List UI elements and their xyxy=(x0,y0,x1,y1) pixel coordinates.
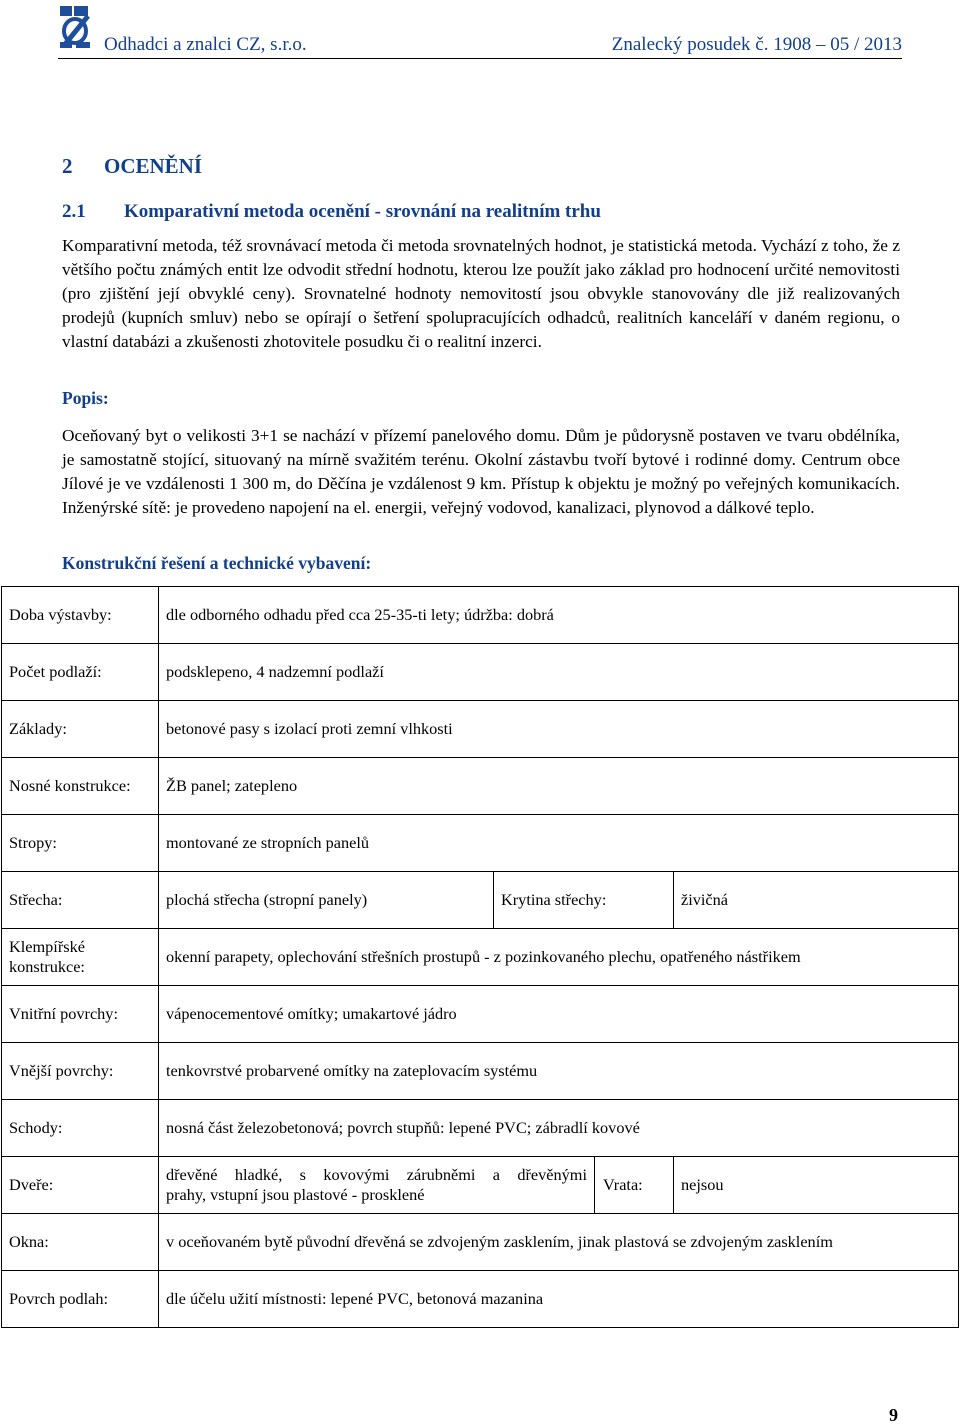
row-value: vápenocementové omítky; umakartové jádro xyxy=(159,986,959,1043)
row-extra-value: nejsou xyxy=(674,1157,959,1214)
table-row xyxy=(2,1157,959,1214)
row-label: Základy: xyxy=(2,701,159,758)
row-value: ŽB panel; zatepleno xyxy=(159,758,959,815)
row-value: nosná část železobetonová; povrch stupňů: lepené PVC; zábradlí kovové xyxy=(159,1100,959,1157)
subsection-heading xyxy=(62,201,601,223)
table-row xyxy=(2,929,959,986)
row-value xyxy=(159,1157,674,1214)
row-value: montované ze stropních panelů xyxy=(159,815,959,872)
table-row xyxy=(2,1100,959,1157)
section-heading xyxy=(62,154,202,179)
row-value: tenkovrstvé probarvené omítky na zateplovacím systému xyxy=(159,1043,959,1100)
section-number: 2 xyxy=(62,154,73,178)
row-label: Nosné konstrukce: xyxy=(2,758,159,815)
page-header xyxy=(58,4,902,59)
table-row xyxy=(2,758,959,815)
row-label: Okna: xyxy=(2,1214,159,1271)
company-logo-icon xyxy=(58,4,92,48)
row-label: Schody: xyxy=(2,1100,159,1157)
table-row xyxy=(2,644,959,701)
page-number: 9 xyxy=(889,1405,898,1425)
row-value: betonové pasy s izolací proti zemní vlhkosti xyxy=(159,701,959,758)
construction-table xyxy=(1,586,959,1328)
row-value-line: prahy, vstupní jsou plastové - prosklené xyxy=(166,1185,425,1204)
table-row xyxy=(2,701,959,758)
row-extra-label: Vrata: xyxy=(594,1157,673,1213)
row-extra-label: Krytina střechy: xyxy=(494,872,674,929)
row-label: Vnitřní povrchy: xyxy=(2,986,159,1043)
construction-label: Konstrukční řešení a technické vybavení: xyxy=(62,553,372,573)
row-value: dle odborného odhadu před cca 25-35-ti lety; údržba: dobrá xyxy=(159,587,959,644)
table-row xyxy=(2,986,959,1043)
row-label: Dveře: xyxy=(2,1157,159,1214)
table-row xyxy=(2,1271,959,1328)
description-paragraph: Oceňovaný byt o velikosti 3+1 se nachází v přízemí panelového domu. Dům je půdorysně postaven ve tvaru obdélníka, je samostatně stojící, situovaný na mírně svažitém terénu. Okolní zástavbu tvoří bytové i rodinné domy. Centrum obce Jílové je ve vzdálenosti 1 300 m, do Děčína je vzdálenost 9 km. Přístup k objektu je možný po veřejných komunikacích. Inženýrské sítě: je provedeno napojení na el. energii, veřejný vodovod, kanalizaci, plynovod a dálkové teplo. xyxy=(62,426,900,517)
table-row xyxy=(2,1214,959,1271)
row-label: Doba výstavby: xyxy=(2,587,159,644)
row-label: Vnější povrchy: xyxy=(2,1043,159,1100)
table-row xyxy=(2,872,959,929)
subsection-title: Komparativní metoda ocenění - srovnání na realitním trhu xyxy=(124,201,601,222)
company-name: Odhadci a znalci CZ, s.r.o. xyxy=(104,34,307,55)
row-label: Klempířské konstrukce: xyxy=(2,929,159,986)
row-value: v oceňovaném bytě původní dřevěná se zdvojeným zasklením, jinak plastová se zdvojeným zasklením xyxy=(159,1214,959,1271)
row-label: Stropy: xyxy=(2,815,159,872)
row-label: Střecha: xyxy=(2,872,159,929)
intro-paragraph: Komparativní metoda, též srovnávací metoda či metoda srovnatelných hodnot, je statistická metoda. Vychází z toho, že z většího počtu známých entit lze odvodit střední hodnotu, kterou lze použít jako základ pro hodnocení určité nemovitosti (pro zjištění její obvyklé ceny). Srovnatelné hodnoty nemovitostí jsou obvykle stanovovány dle již realizovaných prodejů (kupních smluv) nebo se opírají o šetření spolupracujících odhadců, realitních kanceláří v daném regionu, o vlastní databázi a zkušenosti zhotovitele posudku či o realitní inzerci. xyxy=(62,236,900,351)
subsection-number: 2.1 xyxy=(62,201,86,222)
table-row xyxy=(2,815,959,872)
row-value: dle účelu užití místnosti: lepené PVC, betonová mazanina xyxy=(159,1271,959,1328)
row-value: podsklepeno, 4 nadzemní podlaží xyxy=(159,644,959,701)
row-value: okenní parapety, oplechování střešních prostupů - z pozinkovaného plechu, opatřeného nástřikem xyxy=(159,929,959,986)
description-label: Popis: xyxy=(62,388,109,408)
row-label: Počet podlaží: xyxy=(2,644,159,701)
table-row xyxy=(2,1043,959,1100)
document-number: Znalecký posudek č. 1908 – 05 / 2013 xyxy=(611,34,902,55)
section-title: OCENĚNÍ xyxy=(104,154,203,178)
row-label: Povrch podlah: xyxy=(2,1271,159,1328)
row-value-line: dřevěné hladké, s kovovými zárubněmi a dřevěnými xyxy=(166,1165,587,1184)
row-extra-value: živičná xyxy=(674,872,959,929)
row-value: plochá střecha (stropní panely) xyxy=(159,872,494,929)
table-row xyxy=(2,587,959,644)
